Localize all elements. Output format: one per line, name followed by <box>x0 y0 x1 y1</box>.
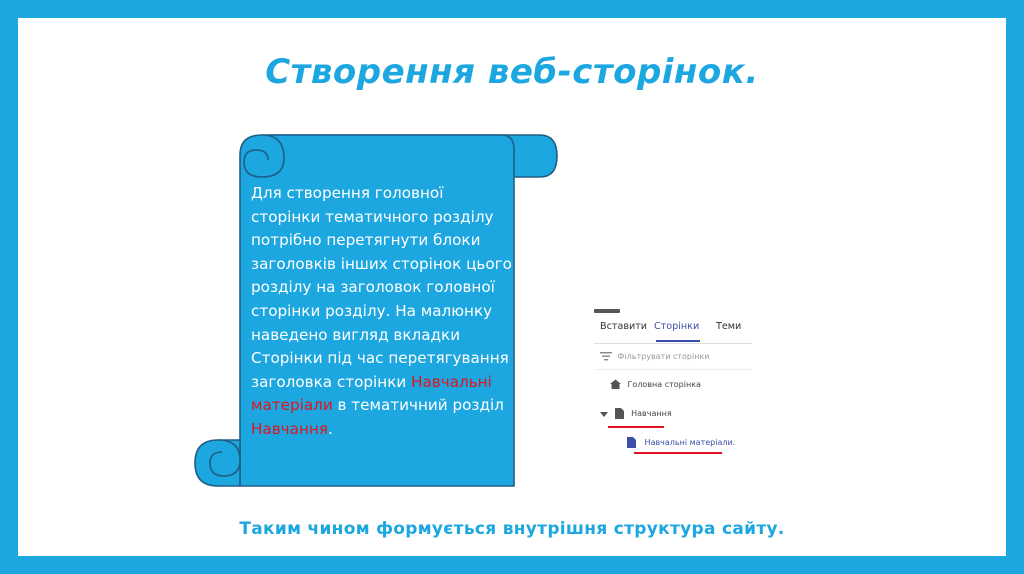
home-icon <box>610 379 621 389</box>
filter-field[interactable] <box>600 351 750 361</box>
filter-divider <box>594 369 752 370</box>
panel-top-bar <box>594 309 620 313</box>
tab-insert[interactable]: Вставити <box>600 321 648 332</box>
scroll-text <box>251 182 513 442</box>
tab-themes[interactable]: Теми <box>716 321 742 332</box>
tab-pages[interactable]: Сторінки <box>654 321 700 332</box>
scroll-text-middle: в тематичний розділ <box>332 396 504 415</box>
scroll-text-end: . <box>327 419 333 438</box>
highlight-navchannia: Навчання <box>251 419 328 438</box>
red-underline <box>608 426 664 428</box>
tab-active-underline <box>656 340 700 342</box>
slide-title: Створення веб-сторінок. <box>265 52 759 92</box>
tabs-divider <box>594 343 752 344</box>
highlight-navchalni-materialy: Навчальні матеріали <box>251 372 492 415</box>
page-icon <box>615 408 624 419</box>
tree-item-label: Головна сторінка <box>627 379 701 389</box>
red-underline <box>634 452 722 454</box>
filter-placeholder: Фільтрувати сторінки <box>617 351 710 361</box>
triangle-down-icon[interactable] <box>600 410 608 418</box>
filter-icon <box>600 351 612 361</box>
tree-item-label: Навчальні матеріали. <box>644 438 736 447</box>
page-icon-blue <box>627 437 636 448</box>
slide-footer: Таким чином формується внутрішня структура сайту. <box>239 519 785 539</box>
tree-item-home[interactable] <box>610 379 701 389</box>
tree-item-navchalni-materialy[interactable] <box>627 437 735 448</box>
tree-item-navchannia[interactable] <box>600 408 672 419</box>
tree-item-label: Навчання <box>631 409 672 418</box>
scroll-text-before: Для створення головної сторінки тематичного розділу потрібно перетягнути блоки заголовків інших сторінок цього розділу на заголовок головної сторінки розділу. На малюнку наведено вигляд вкладки Сторінки під час перетягування заголовка сторінки <box>251 184 512 391</box>
